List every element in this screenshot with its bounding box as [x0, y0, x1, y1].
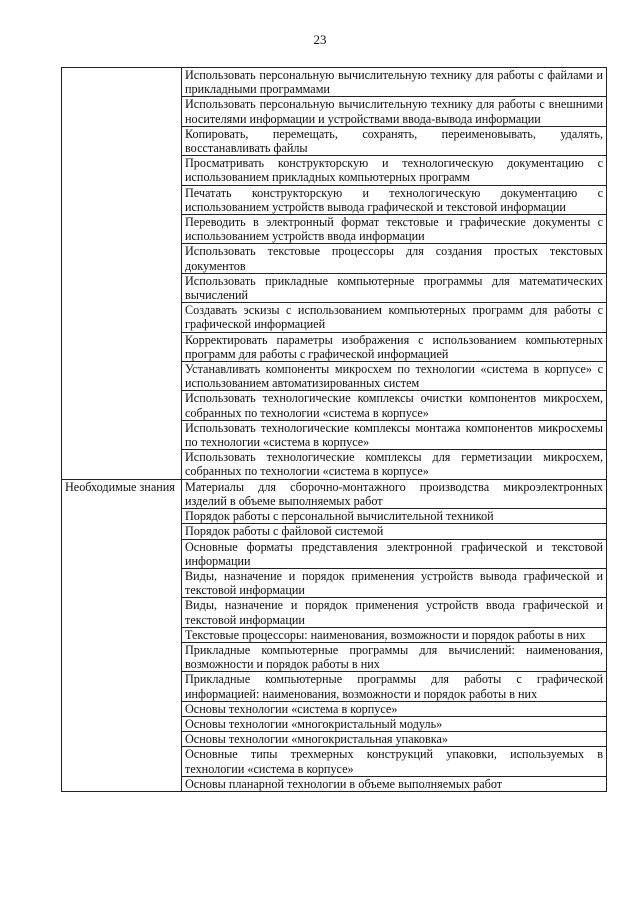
skills-item: Использовать текстовые процессоры для создания простых текстовых документов [182, 244, 607, 273]
knowledge-item: Основы планарной технологии в объеме выполняемых работ [182, 776, 607, 791]
skills-item: Использовать технологические комплексы монтажа компонентов микросхемы по технологии «система в корпусе» [182, 420, 607, 449]
knowledge-item: Основные форматы представления электронной графической и текстовой информации [182, 539, 607, 568]
skills-item: Печатать конструкторскую и технологическую документацию с использованием устройств вывода графической и текстовой информации [182, 185, 607, 214]
skills-item: Использовать персональную вычислительную технику для работы с внешними носителями информации и устройствами ввода-вывода информации [182, 97, 607, 126]
skills-item: Создавать эскизы с использованием компьютерных программ для работы с графической информацией [182, 303, 607, 332]
skills-item: Копировать, перемещать, сохранять, переименовывать, удалять, восстанавливать файлы [182, 126, 607, 155]
skills-item: Просматривать конструкторскую и технологическую документацию с использованием прикладных компьютерных программ [182, 156, 607, 185]
knowledge-item: Основы технологии «система в корпусе» [182, 701, 607, 716]
skills-item: Устанавливать компоненты микросхем по технологии «система в корпусе» с использованием автоматизированных систем [182, 362, 607, 391]
knowledge-item: Порядок работы с файловой системой [182, 524, 607, 539]
table-row [62, 479, 607, 508]
table-row [62, 68, 607, 97]
knowledge-item: Основы технологии «многокристальная упаковка» [182, 732, 607, 747]
requirements-table [61, 67, 607, 792]
page-number: 23 [313, 32, 327, 47]
skills-item: Корректировать параметры изображения с использованием компьютерных программ для работы с графической информацией [182, 332, 607, 361]
skills-item: Переводить в электронный формат текстовые и графические документы с использованием устройств ввода информации [182, 215, 607, 244]
skills-item: Использовать персональную вычислительную технику для работы с файлами и прикладными программами [182, 68, 607, 97]
knowledge-item: Прикладные компьютерные программы для вычислений: наименования, возможности и порядок работы в них [182, 642, 607, 671]
knowledge-item: Материалы для сборочно-монтажного производства микроэлектронных изделий в объеме выполняемых работ [182, 479, 607, 508]
requirements-table-body [62, 68, 607, 792]
skills-label-cell [62, 68, 182, 480]
knowledge-item: Текстовые процессоры: наименования, возможности и порядок работы в них [182, 627, 607, 642]
skills-item: Использовать технологические комплексы для герметизации микросхем, собранных по технологии «система в корпусе» [182, 450, 607, 479]
knowledge-label-cell: Необходимые знания [62, 479, 182, 791]
knowledge-item: Прикладные компьютерные программы для работы с графической информацией: наименования, возможности и порядок работы в них [182, 672, 607, 701]
knowledge-item: Основы технологии «многокристальный модуль» [182, 716, 607, 731]
knowledge-item: Виды, назначение и порядок применения устройств вывода графической и текстовой информации [182, 568, 607, 597]
knowledge-item: Порядок работы с персональной вычислительной техникой [182, 509, 607, 524]
knowledge-item: Виды, назначение и порядок применения устройств ввода графической и текстовой информации [182, 598, 607, 627]
skills-item: Использовать технологические комплексы очистки компонентов микросхем, собранных по технологии «система в корпусе» [182, 391, 607, 420]
skills-item: Использовать прикладные компьютерные программы для математических вычислений [182, 273, 607, 302]
knowledge-item: Основные типы трехмерных конструкций упаковки, используемых в технологии «система в корпусе» [182, 747, 607, 776]
